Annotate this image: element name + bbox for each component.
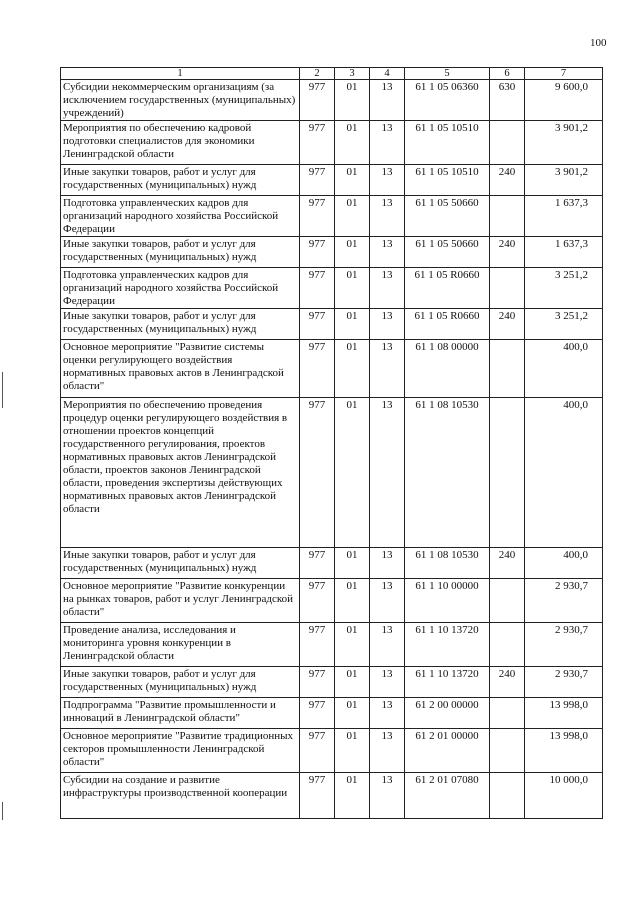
row-c7-cell: 3 901,2 — [525, 165, 603, 196]
row-c7-cell: 1 637,3 — [525, 196, 603, 237]
row-c7-cell: 13 998,0 — [525, 729, 603, 773]
row-name-cell: Иные закупки товаров, работ и услуг для государственных (муниципальных) нужд — [61, 237, 300, 268]
row-name-cell: Субсидии на создание и развитие инфраструктуры производственной кооперации — [61, 773, 300, 819]
row-c2-cell: 977 — [300, 579, 335, 623]
row-name-cell: Проведение анализа, исследования и мониторинга уровня конкуренции в Ленинградской области — [61, 623, 300, 667]
row-c2-cell: 977 — [300, 268, 335, 309]
header-cell: 3 — [335, 68, 370, 80]
row-c4-cell: 13 — [370, 623, 405, 667]
row-name-cell: Мероприятия по обеспечению кадровой подготовки специалистов для экономики Ленинградской области — [61, 121, 300, 165]
row-name-cell: Субсидии некоммерческим организациям (за исключением государственных (муниципальных) учреждений) — [61, 80, 300, 121]
row-c7-cell: 3 901,2 — [525, 121, 603, 165]
row-c2-cell: 977 — [300, 667, 335, 698]
row-name-cell: Иные закупки товаров, работ и услуг для государственных (муниципальных) нужд — [61, 548, 300, 579]
row-c5-cell: 61 1 05 10510 — [405, 121, 490, 165]
row-name-cell: Мероприятия по обеспечению проведения процедур оценки регулирующего воздействия в отношении проектов концепций государственного регулирования, проектов нормативных правовых актов Ленинградской области, проектов законов Ленинградской области, проведения экспертизы действующих нормативных правовых актов Ленинградской области — [61, 398, 300, 548]
row-c5-cell: 61 1 05 50660 — [405, 196, 490, 237]
row-c5-cell: 61 1 05 10510 — [405, 165, 490, 196]
row-c6-cell — [490, 121, 525, 165]
row-c5-cell: 61 2 01 07080 — [405, 773, 490, 819]
row-c7-cell: 3 251,2 — [525, 268, 603, 309]
row-c2-cell: 977 — [300, 80, 335, 121]
row-c7-cell: 9 600,0 — [525, 80, 603, 121]
row-c4-cell: 13 — [370, 548, 405, 579]
row-c4-cell: 13 — [370, 268, 405, 309]
row-c6-cell — [490, 773, 525, 819]
scan-mark — [2, 372, 3, 408]
row-c3-cell: 01 — [335, 698, 370, 729]
row-c2-cell: 977 — [300, 237, 335, 268]
row-c4-cell: 13 — [370, 340, 405, 398]
table-header-row — [61, 68, 603, 80]
row-c6-cell: 240 — [490, 165, 525, 196]
row-c4-cell: 13 — [370, 729, 405, 773]
row-c6-cell: 630 — [490, 80, 525, 121]
scan-mark — [2, 802, 3, 820]
row-c7-cell: 1 637,3 — [525, 237, 603, 268]
row-c2-cell: 977 — [300, 196, 335, 237]
row-c3-cell: 01 — [335, 121, 370, 165]
header-cell: 2 — [300, 68, 335, 80]
row-name-cell: Иные закупки товаров, работ и услуг для государственных (муниципальных) нужд — [61, 309, 300, 340]
row-c7-cell: 400,0 — [525, 398, 603, 548]
row-c3-cell: 01 — [335, 667, 370, 698]
row-c2-cell: 977 — [300, 309, 335, 340]
row-name-cell: Подпрограмма "Развитие промышленности и инноваций в Ленинградской области" — [61, 698, 300, 729]
row-name-cell: Иные закупки товаров, работ и услуг для государственных (муниципальных) нужд — [61, 667, 300, 698]
table-row — [61, 340, 603, 398]
row-c4-cell: 13 — [370, 398, 405, 548]
row-c3-cell: 01 — [335, 196, 370, 237]
header-cell: 5 — [405, 68, 490, 80]
header-cell: 7 — [525, 68, 603, 80]
table-row — [61, 729, 603, 773]
row-c6-cell — [490, 729, 525, 773]
row-c4-cell: 13 — [370, 309, 405, 340]
table-row — [61, 548, 603, 579]
row-c2-cell: 977 — [300, 165, 335, 196]
row-c4-cell: 13 — [370, 667, 405, 698]
row-c6-cell: 240 — [490, 237, 525, 268]
header-cell: 1 — [61, 68, 300, 80]
row-c6-cell — [490, 579, 525, 623]
row-c5-cell: 61 1 05 R0660 — [405, 268, 490, 309]
row-c6-cell: 240 — [490, 309, 525, 340]
row-c7-cell: 10 000,0 — [525, 773, 603, 819]
row-c5-cell: 61 2 00 00000 — [405, 698, 490, 729]
table-row — [61, 80, 603, 121]
page-number: 100 — [590, 37, 607, 49]
row-name-cell: Иные закупки товаров, работ и услуг для государственных (муниципальных) нужд — [61, 165, 300, 196]
row-c6-cell: 240 — [490, 667, 525, 698]
row-c6-cell — [490, 196, 525, 237]
row-c5-cell: 61 1 10 13720 — [405, 623, 490, 667]
row-c3-cell: 01 — [335, 165, 370, 196]
row-c5-cell: 61 1 10 13720 — [405, 667, 490, 698]
row-c7-cell: 3 251,2 — [525, 309, 603, 340]
header-cell: 6 — [490, 68, 525, 80]
row-c3-cell: 01 — [335, 773, 370, 819]
row-c5-cell: 61 1 08 10530 — [405, 548, 490, 579]
row-c5-cell: 61 1 05 50660 — [405, 237, 490, 268]
row-c3-cell: 01 — [335, 80, 370, 121]
row-c2-cell: 977 — [300, 698, 335, 729]
table-row — [61, 165, 603, 196]
row-c2-cell: 977 — [300, 623, 335, 667]
row-c7-cell: 13 998,0 — [525, 698, 603, 729]
row-c4-cell: 13 — [370, 196, 405, 237]
row-c3-cell: 01 — [335, 237, 370, 268]
row-c3-cell: 01 — [335, 623, 370, 667]
header-cell: 4 — [370, 68, 405, 80]
row-name-cell: Основное мероприятие "Развитие системы оценки регулирующего воздействия нормативных правовых актов в Ленинградской области" — [61, 340, 300, 398]
table-row — [61, 196, 603, 237]
row-c2-cell: 977 — [300, 773, 335, 819]
table-row — [61, 667, 603, 698]
row-c4-cell: 13 — [370, 80, 405, 121]
row-c2-cell: 977 — [300, 398, 335, 548]
row-c3-cell: 01 — [335, 309, 370, 340]
table-row — [61, 268, 603, 309]
row-c5-cell: 61 1 08 10530 — [405, 398, 490, 548]
row-name-cell: Основное мероприятие "Развитие конкуренции на рынках товаров, работ и услуг Ленинградской области" — [61, 579, 300, 623]
row-c6-cell — [490, 268, 525, 309]
row-c6-cell — [490, 623, 525, 667]
row-c4-cell: 13 — [370, 165, 405, 196]
row-c5-cell: 61 1 10 00000 — [405, 579, 490, 623]
row-c2-cell: 977 — [300, 340, 335, 398]
table-row — [61, 698, 603, 729]
row-name-cell: Основное мероприятие "Развитие традиционных секторов промышленности Ленинградской области" — [61, 729, 300, 773]
row-c5-cell: 61 1 08 00000 — [405, 340, 490, 398]
budget-table — [60, 67, 603, 819]
row-c3-cell: 01 — [335, 729, 370, 773]
row-c2-cell: 977 — [300, 729, 335, 773]
row-name-cell: Подготовка управленческих кадров для организаций народного хозяйства Российской Федерации — [61, 268, 300, 309]
row-c7-cell: 400,0 — [525, 340, 603, 398]
table-row — [61, 121, 603, 165]
row-c3-cell: 01 — [335, 398, 370, 548]
row-c6-cell — [490, 398, 525, 548]
row-c2-cell: 977 — [300, 121, 335, 165]
table-row — [61, 579, 603, 623]
row-c4-cell: 13 — [370, 237, 405, 268]
row-c3-cell: 01 — [335, 579, 370, 623]
row-c5-cell: 61 2 01 00000 — [405, 729, 490, 773]
table-row — [61, 237, 603, 268]
row-c4-cell: 13 — [370, 579, 405, 623]
row-name-cell: Подготовка управленческих кадров для организаций народного хозяйства Российской Федерации — [61, 196, 300, 237]
table-row — [61, 773, 603, 819]
table-row — [61, 398, 603, 548]
row-c4-cell: 13 — [370, 121, 405, 165]
table-row — [61, 623, 603, 667]
row-c7-cell: 2 930,7 — [525, 579, 603, 623]
row-c6-cell: 240 — [490, 548, 525, 579]
row-c4-cell: 13 — [370, 698, 405, 729]
row-c3-cell: 01 — [335, 548, 370, 579]
row-c6-cell — [490, 340, 525, 398]
row-c6-cell — [490, 698, 525, 729]
row-c7-cell: 2 930,7 — [525, 623, 603, 667]
row-c2-cell: 977 — [300, 548, 335, 579]
row-c5-cell: 61 1 05 06360 — [405, 80, 490, 121]
row-c5-cell: 61 1 05 R0660 — [405, 309, 490, 340]
row-c7-cell: 400,0 — [525, 548, 603, 579]
row-c7-cell: 2 930,7 — [525, 667, 603, 698]
row-c3-cell: 01 — [335, 340, 370, 398]
row-c4-cell: 13 — [370, 773, 405, 819]
row-c3-cell: 01 — [335, 268, 370, 309]
table-row — [61, 309, 603, 340]
